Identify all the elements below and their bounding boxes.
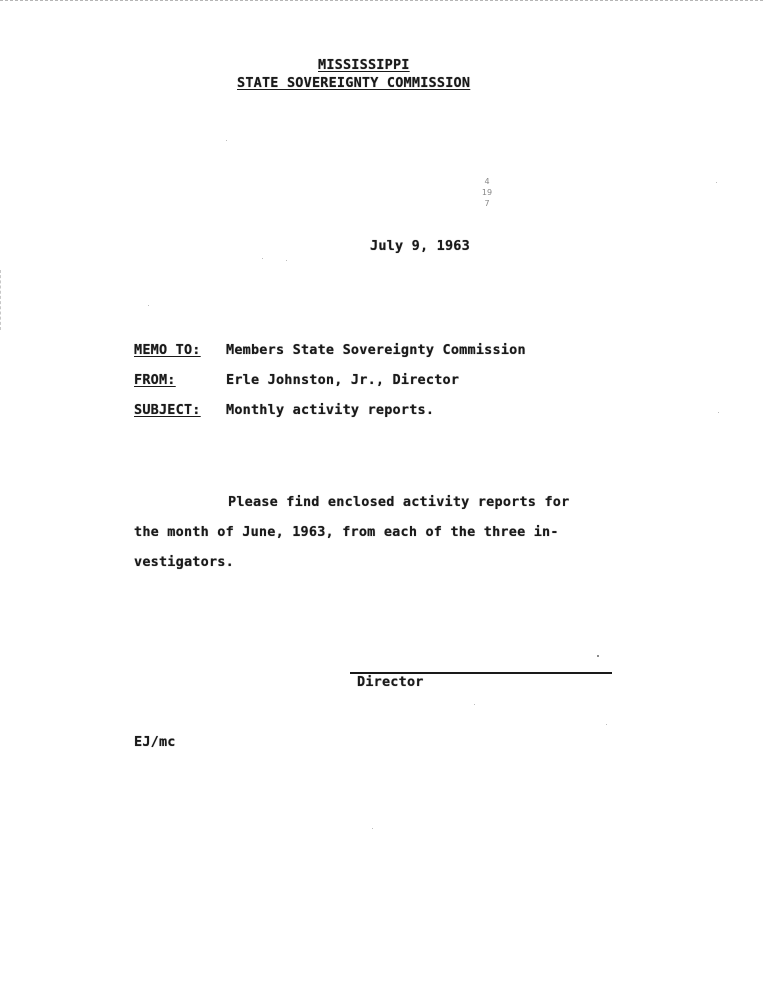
scan-edge-top	[0, 0, 763, 3]
memo-to-label: MEMO TO:	[134, 342, 201, 358]
body-paragraph-line-3: vestigators.	[134, 554, 234, 570]
scan-speck	[226, 140, 227, 141]
memo-to-value: Members State Sovereignty Commission	[226, 342, 526, 358]
letterhead-line-1: MISSISSIPPI	[318, 57, 410, 73]
pencil-annotation-line-3: 7	[484, 199, 490, 208]
scan-edge-left	[0, 270, 3, 330]
scan-speck	[286, 260, 287, 261]
scan-speck	[606, 724, 607, 725]
signature-title: Director	[357, 674, 424, 690]
pencil-annotation	[480, 176, 494, 209]
ink-dot	[597, 655, 599, 657]
reference-initials: EJ/mc	[134, 734, 176, 750]
memo-subject-label: SUBJECT:	[134, 402, 201, 418]
letterhead-line-2: STATE SOVEREIGNTY COMMISSION	[237, 75, 471, 91]
pencil-annotation-line-1: 4	[484, 177, 490, 186]
body-paragraph-line-2: the month of June, 1963, from each of the three in-	[134, 524, 559, 540]
memo-subject-value: Monthly activity reports.	[226, 402, 435, 418]
scan-speck	[148, 305, 149, 306]
scan-speck	[372, 828, 373, 829]
memo-date: July 9, 1963	[370, 238, 470, 254]
scan-speck	[718, 412, 719, 413]
memo-from-label: FROM:	[134, 372, 176, 388]
memo-from-value: Erle Johnston, Jr., Director	[226, 372, 460, 388]
body-paragraph-line-1: Please find enclosed activity reports for	[228, 494, 570, 510]
scan-speck	[474, 704, 475, 705]
scan-speck	[716, 182, 717, 183]
pencil-annotation-line-2: 19	[481, 188, 493, 197]
scan-speck	[262, 258, 263, 259]
